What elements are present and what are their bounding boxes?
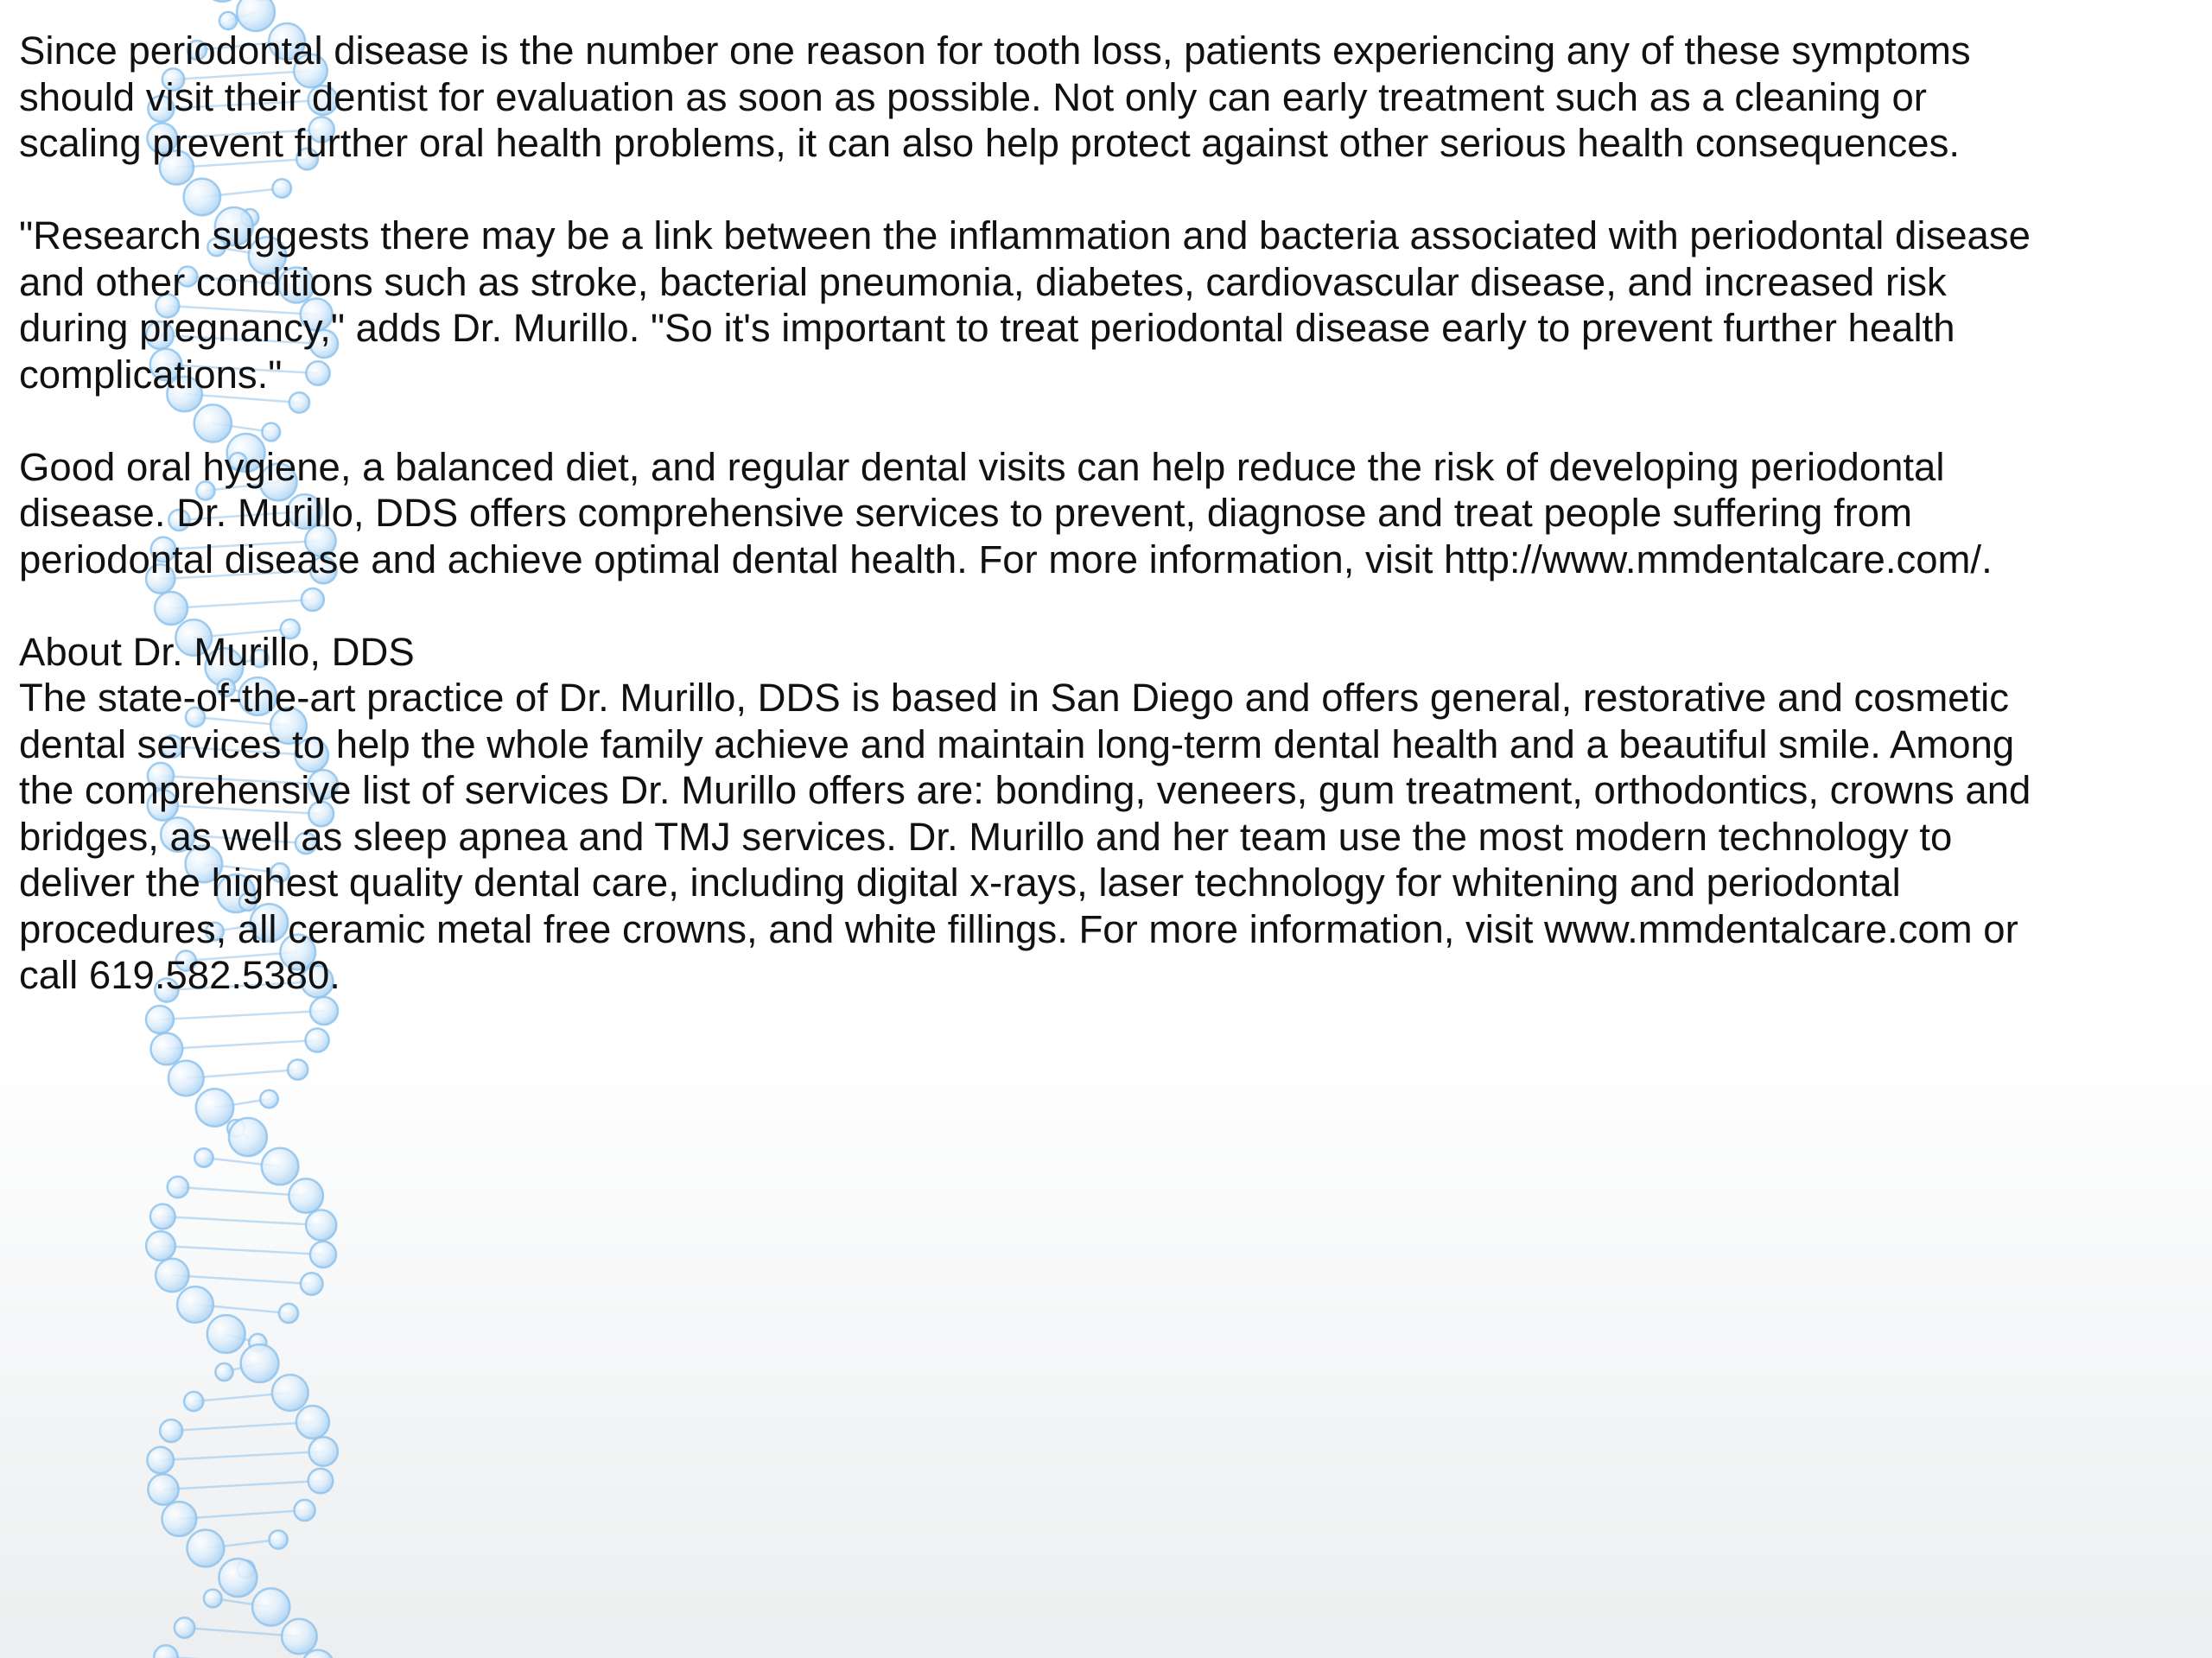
dna-bead [175, 1617, 194, 1637]
text-line: should visit their dentist for evaluation as soon as possible. Not only can early treatment such as a cleaning or [19, 74, 1927, 119]
dna-bead [196, 1089, 233, 1126]
text-line: procedures, all ceramic metal free crowns, and white fillings. For more information, visit www.mmdentalcare.com or [19, 906, 2018, 951]
dna-bead [207, 1315, 245, 1353]
dna-bead [219, 1559, 257, 1597]
dna-bead [309, 1437, 338, 1465]
paragraph-research-quote [19, 213, 2196, 397]
about-heading: About Dr. Murillo, DDS [19, 629, 415, 674]
dna-link [161, 1452, 324, 1460]
text-line: disease. Dr. Murillo, DDS offers comprehensive services to prevent, diagnose and treat people suffering from [19, 491, 1912, 535]
dna-bead [296, 1406, 329, 1439]
dna-bead [282, 1619, 317, 1655]
dna-bead [168, 1177, 188, 1197]
dna-bead [270, 1530, 288, 1548]
dna-link [179, 1510, 304, 1519]
dna-bead [177, 1286, 213, 1323]
dna-bead [310, 1242, 336, 1267]
dna-bead [279, 1304, 298, 1323]
dna-bead [156, 1259, 188, 1292]
dna-bead [194, 1148, 213, 1166]
dna-link [162, 1217, 321, 1225]
text-line: periodontal disease and achieve optimal dental health. For more information, visit http://www.mmdentalcare.com/. [19, 537, 1993, 581]
article-text [19, 28, 2196, 1045]
text-line: bridges, as well as sleep apnea and TMJ services. Dr. Murillo and her team use the most modern technology to [19, 814, 1953, 859]
dna-link [161, 1246, 323, 1255]
paragraph-tooth-loss [19, 28, 2196, 167]
dna-bead [204, 0, 242, 2]
text-line: and other conditions such as stroke, bacterial pneumonia, diabetes, cardiovascular disease, and increased risk [19, 259, 1947, 304]
text-line: during pregnancy," adds Dr. Murillo. "So it's important to treat periodontal disease early to prevent further health [19, 306, 1955, 350]
dna-bead [262, 1148, 299, 1185]
dna-bead [252, 1588, 289, 1625]
dna-bead [150, 1204, 175, 1229]
text-line: scaling prevent further oral health problems, it can also help protect against other serious health consequences. [19, 121, 1960, 165]
paragraph-oral-hygiene [19, 444, 2196, 583]
dna-bead [260, 1090, 278, 1109]
text-line: Good oral hygiene, a balanced diet, and regular dental visits can help reduce the risk of developing periodontal [19, 444, 1945, 489]
dna-bead [204, 1590, 222, 1608]
text-line: Since periodontal disease is the number one reason for tooth loss, patients experiencing any of these symptoms [19, 29, 1971, 73]
dna-bead [162, 1502, 197, 1536]
text-line: deliver the highest quality dental care, including digital x-rays, laser technology for whitening and periodontal [19, 861, 1901, 905]
dna-bead [288, 1059, 308, 1079]
dna-link [172, 1275, 311, 1284]
dna-bead [289, 1178, 323, 1213]
dna-bead [237, 0, 275, 31]
dna-bead [229, 1118, 267, 1156]
dna-bead [272, 1375, 308, 1411]
dna-bead [168, 1061, 204, 1096]
paragraph-about [19, 629, 2196, 999]
dna-bead [148, 1474, 178, 1504]
text-line: The state-of-the-art practice of Dr. Murillo, DDS is based in San Diego and offers general, restorative and cosmetic [19, 676, 2010, 720]
text-line: the comprehensive list of services Dr. Murillo offers are: bonding, veneers, gum treatment, orthodontics, crowns and [19, 768, 2031, 812]
text-line: call 619.582.5380. [19, 953, 340, 997]
dna-bead [306, 1210, 336, 1240]
text-line: dental services to help the whole family achieve and maintain long-term dental health and a beautiful smile. Among [19, 721, 2015, 766]
text-line: "Research suggests there may be a link between the inflammation and bacteria associated with periodontal disease [19, 213, 2031, 257]
text-line: complications." [19, 352, 283, 397]
dna-bead [146, 1231, 175, 1261]
dna-bead [308, 1469, 334, 1494]
dna-bead [184, 1392, 203, 1411]
dna-bead [301, 1273, 323, 1295]
dna-bead [215, 1363, 232, 1381]
dna-link [163, 1481, 321, 1490]
dna-bead [160, 1420, 182, 1442]
dna-bead [241, 1344, 279, 1382]
dna-bead [147, 1447, 174, 1474]
dna-bead [154, 1645, 177, 1658]
dna-link [171, 1422, 313, 1431]
dna-link [178, 1187, 306, 1196]
dna-bead [295, 1500, 315, 1521]
dna-bead [188, 1530, 225, 1567]
